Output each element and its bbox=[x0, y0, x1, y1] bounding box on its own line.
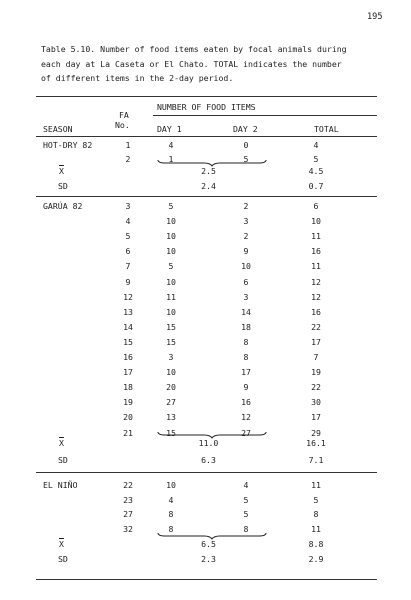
day2-cell: 5 bbox=[243, 509, 249, 520]
total-cell: 6 bbox=[313, 201, 319, 211]
day1-cell: 10 bbox=[166, 246, 176, 257]
day2-cell: 4 bbox=[243, 480, 249, 490]
total-cell: 12 bbox=[311, 291, 321, 302]
header-span-rule bbox=[153, 115, 377, 116]
day2-cell: 8 bbox=[243, 336, 249, 347]
fa-number-cell: 27 bbox=[123, 509, 133, 520]
day2-cell: 27 bbox=[241, 427, 251, 438]
mean-value: 6.5 bbox=[201, 539, 216, 549]
fa-number-cell: 12 bbox=[123, 291, 133, 302]
fa-number-cell: 15 bbox=[123, 336, 133, 347]
day2-cell: 16 bbox=[241, 397, 251, 408]
day1-cell: 10 bbox=[166, 216, 176, 227]
total-cell: 5 bbox=[313, 494, 319, 505]
fa-number-cell: 21 bbox=[123, 427, 133, 438]
total-cell: 12 bbox=[311, 276, 321, 287]
mean-total: 4.5 bbox=[308, 166, 324, 176]
day2-cell: 2 bbox=[243, 231, 249, 242]
fa-number-cell: 3 bbox=[125, 201, 131, 211]
day2-cell: 6 bbox=[243, 276, 249, 287]
season-label: EL NIÑO bbox=[43, 480, 78, 490]
header-fa: FA bbox=[119, 110, 129, 120]
fa-number-cell: 32 bbox=[123, 523, 133, 534]
header-bottom-rule bbox=[36, 136, 377, 137]
total-cell: 8 bbox=[313, 509, 319, 520]
day1-cell: 15 bbox=[166, 321, 176, 332]
header-season: SEASON bbox=[43, 124, 73, 134]
sd-label: SD bbox=[58, 181, 68, 191]
day1-cell: 11 bbox=[166, 291, 176, 302]
header-number-of-food-items: NUMBER OF FOOD ITEMS bbox=[157, 102, 256, 112]
sd-total: 7.1 bbox=[308, 455, 324, 465]
day1-cell: 10 bbox=[166, 306, 176, 317]
mean-label: $\overline{X}$ bbox=[59, 166, 64, 176]
day2-cell: 3 bbox=[243, 291, 249, 302]
day2-cell: 14 bbox=[241, 306, 251, 317]
fa-number-cell: 7 bbox=[125, 261, 131, 272]
fa-number-cell: 18 bbox=[123, 382, 133, 393]
day1-cell: 10 bbox=[166, 367, 176, 378]
total-cell: 10 bbox=[311, 216, 321, 227]
fa-number-cell: 1 bbox=[125, 140, 131, 150]
mean-label: $\overline{X}$ bbox=[59, 438, 64, 448]
fa-number-cell: 2 bbox=[125, 154, 131, 164]
day1-cell: 10 bbox=[166, 276, 176, 287]
sd-total: 0.7 bbox=[308, 181, 324, 191]
day1-cell: 4 bbox=[168, 140, 174, 150]
total-cell: 7 bbox=[313, 352, 319, 362]
fa-number-cell: 17 bbox=[123, 367, 133, 378]
fa-number-cell: 14 bbox=[123, 321, 133, 332]
fa-number-cell: 5 bbox=[125, 231, 131, 242]
day1-cell: 10 bbox=[166, 231, 176, 242]
fa-number-cell: 16 bbox=[123, 352, 133, 362]
total-cell: 11 bbox=[311, 480, 321, 490]
day2-cell: 17 bbox=[241, 367, 251, 378]
day2-cell: 9 bbox=[243, 382, 249, 393]
page-number: 195 bbox=[367, 12, 383, 22]
section-divider-rule bbox=[36, 196, 377, 197]
caption-line-2: each day at La Caseta or El Chato. TOTAL indicates the number bbox=[41, 59, 342, 69]
day2-cell: 18 bbox=[241, 321, 251, 332]
header-fa-no: No. bbox=[115, 120, 130, 130]
total-cell: 5 bbox=[313, 154, 319, 164]
day1-cell: 8 bbox=[168, 509, 174, 520]
sd-value: 2.4 bbox=[201, 181, 216, 191]
total-cell: 19 bbox=[311, 367, 321, 378]
day2-cell: 12 bbox=[241, 412, 251, 423]
caption-line-3: of different items in the 2-day period. bbox=[41, 73, 234, 83]
total-cell: 11 bbox=[311, 231, 321, 242]
total-cell: 22 bbox=[311, 382, 321, 393]
day1-cell: 13 bbox=[166, 412, 176, 423]
day1-cell: 3 bbox=[168, 352, 174, 362]
day1-cell: 15 bbox=[166, 427, 176, 438]
mean-value: 2.5 bbox=[201, 166, 216, 176]
total-cell: 17 bbox=[311, 336, 321, 347]
total-cell: 30 bbox=[311, 397, 321, 408]
total-cell: 22 bbox=[311, 321, 321, 332]
total-cell: 17 bbox=[311, 412, 321, 423]
season-label: HOT-DRY 82 bbox=[43, 140, 93, 150]
total-cell: 11 bbox=[311, 523, 321, 534]
fa-number-cell: 23 bbox=[123, 494, 133, 505]
day1-cell: 5 bbox=[168, 261, 174, 272]
day2-cell: 8 bbox=[243, 352, 249, 362]
fa-number-cell: 19 bbox=[123, 397, 133, 408]
day2-cell: 0 bbox=[243, 140, 249, 150]
day1-cell: 20 bbox=[166, 382, 176, 393]
day2-cell: 5 bbox=[243, 154, 249, 164]
header-day1: DAY 1 bbox=[157, 124, 182, 134]
header-day2: DAY 2 bbox=[233, 124, 258, 134]
fa-number-cell: 20 bbox=[123, 412, 133, 423]
day1-cell: 5 bbox=[168, 201, 174, 211]
table-bottom-rule bbox=[36, 579, 377, 580]
mean-label: $\overline{X}$ bbox=[59, 539, 64, 549]
sd-value: 2.3 bbox=[201, 554, 216, 564]
day2-cell: 9 bbox=[243, 246, 249, 257]
sd-value: 6.3 bbox=[201, 455, 216, 465]
day2-cell: 3 bbox=[243, 216, 249, 227]
day2-cell: 8 bbox=[243, 523, 249, 534]
day1-cell: 15 bbox=[166, 336, 176, 347]
caption-line-1: Table 5.10. Number of food items eaten by focal animals during bbox=[41, 44, 347, 54]
day1-cell: 4 bbox=[168, 494, 174, 505]
header-total: TOTAL bbox=[314, 124, 339, 134]
sd-label: SD bbox=[58, 554, 68, 564]
fa-number-cell: 13 bbox=[123, 306, 133, 317]
day1-cell: 10 bbox=[166, 480, 176, 490]
day1-cell: 8 bbox=[168, 523, 174, 534]
total-cell: 29 bbox=[311, 427, 321, 438]
total-cell: 16 bbox=[311, 246, 321, 257]
sd-label: SD bbox=[58, 455, 68, 465]
fa-number-cell: 6 bbox=[125, 246, 131, 257]
day1-cell: 1 bbox=[168, 154, 174, 164]
mean-value: 11.0 bbox=[198, 438, 219, 448]
total-cell: 11 bbox=[311, 261, 321, 272]
total-cell: 16 bbox=[311, 306, 321, 317]
table-top-rule bbox=[36, 96, 377, 97]
mean-total: 16.1 bbox=[306, 438, 326, 448]
day2-cell: 2 bbox=[243, 201, 249, 211]
fa-number-cell: 4 bbox=[125, 216, 131, 227]
section-divider-rule bbox=[36, 472, 377, 473]
mean-total: 8.8 bbox=[308, 539, 324, 549]
season-label: GARÚA 82 bbox=[43, 201, 83, 211]
sd-total: 2.9 bbox=[308, 554, 324, 564]
total-cell: 4 bbox=[313, 140, 319, 150]
day1-cell: 27 bbox=[166, 397, 176, 408]
fa-number-cell: 22 bbox=[123, 480, 133, 490]
fa-number-cell: 9 bbox=[125, 276, 131, 287]
day2-cell: 10 bbox=[241, 261, 251, 272]
day2-cell: 5 bbox=[243, 494, 249, 505]
